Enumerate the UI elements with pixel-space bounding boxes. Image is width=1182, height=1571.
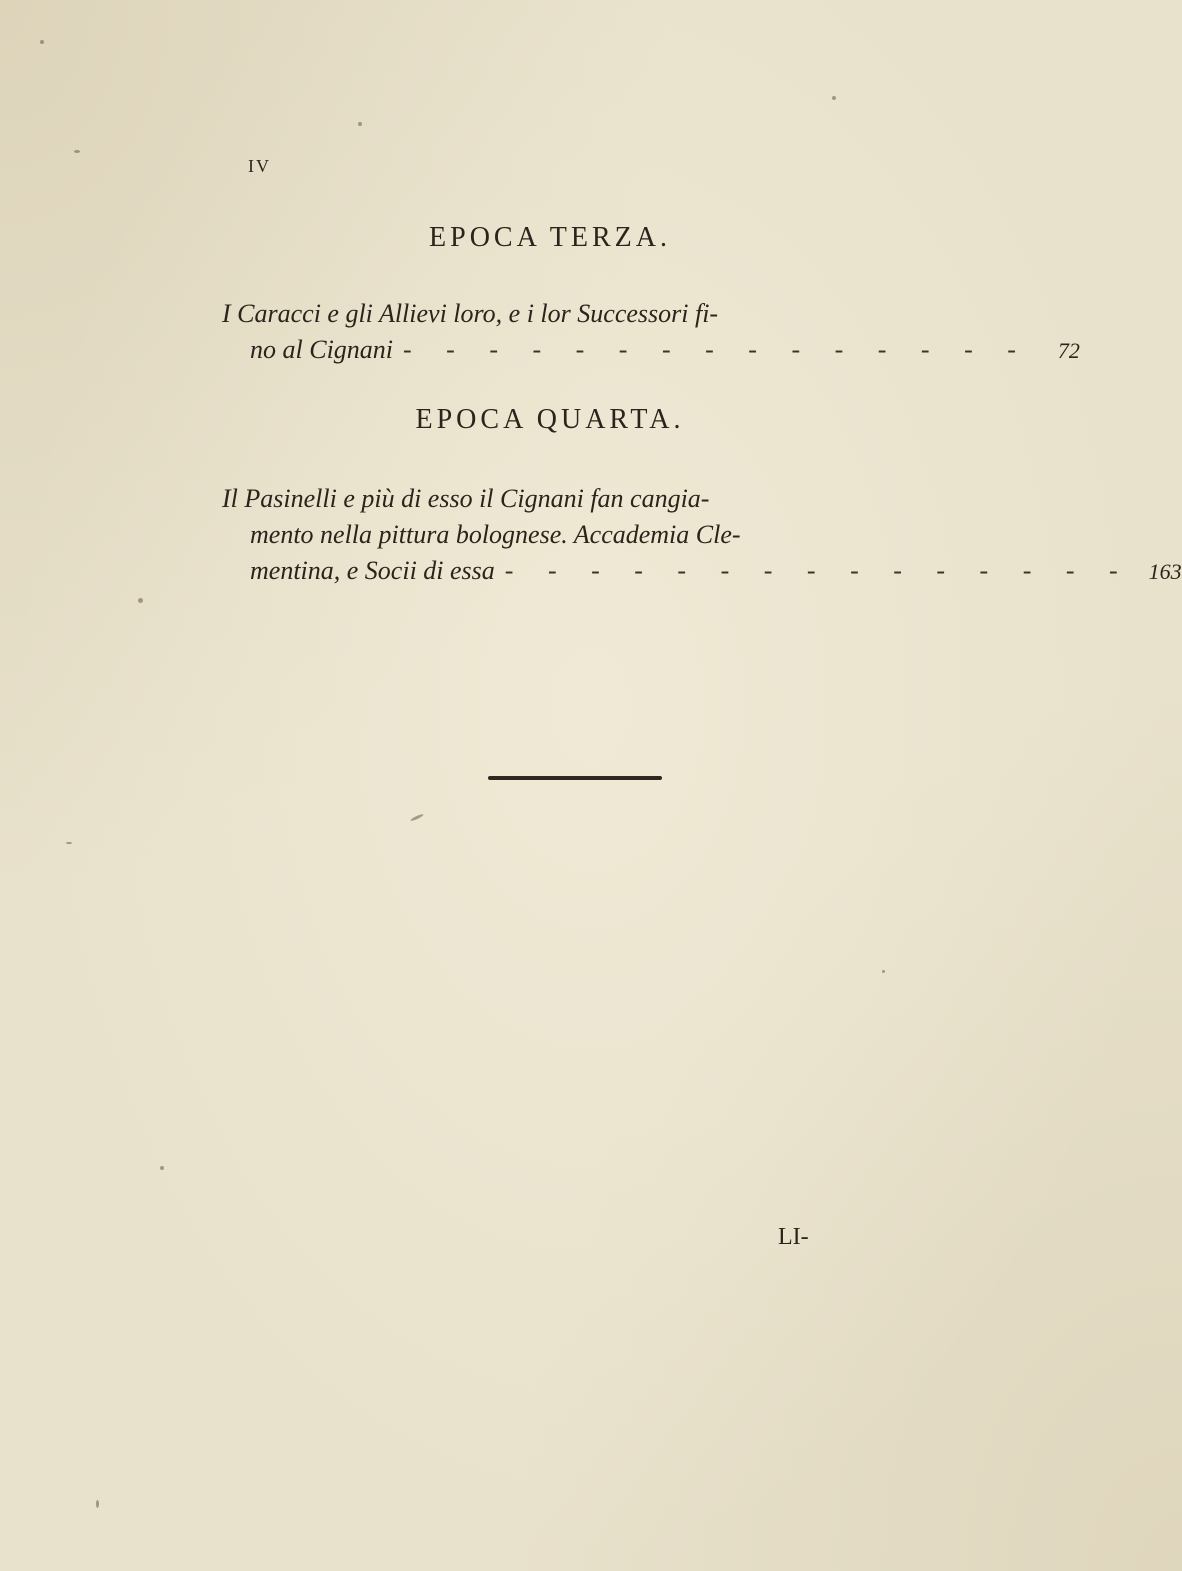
toc-entry-line: mento nella pittura bolognese. Accademia Cle-: [250, 520, 741, 549]
toc-entry-line: no al Cignani: [250, 335, 394, 364]
toc-entry-last-line: [222, 553, 1182, 590]
decorative-rule: [488, 776, 662, 780]
paper-speck: [410, 813, 424, 822]
epoch-heading-terza: EPOCA TERZA.: [429, 222, 671, 253]
toc-entry-epoca-terza: [222, 296, 1080, 369]
paper-speck: [358, 122, 362, 126]
page-reference: 72: [1057, 338, 1080, 363]
paper-speck: [832, 96, 836, 100]
paper-speck: [74, 150, 80, 153]
epoch-heading-quarta: EPOCA QUARTA.: [415, 404, 685, 435]
toc-entry-epoca-quarta: [222, 481, 1182, 590]
dot-leader: - - - - - - - - - - - - - - -: [504, 556, 1132, 585]
toc-entry-line: mentina, e Socii di essa: [250, 556, 495, 585]
paper-speck: [882, 970, 885, 973]
paper-speck: [160, 1166, 164, 1170]
toc-entry-line: I Caracci e gli Allievi loro, e i lor Successori fi-: [222, 299, 719, 328]
catchword: LI-: [778, 1224, 809, 1250]
paper-speck: [96, 1500, 99, 1508]
paper-speck: [40, 40, 44, 44]
dot-leader: - - - - - - - - - - - - - - -: [403, 335, 1030, 364]
toc-entry-line: Il Pasinelli e più di esso il Cignani fan cangia-: [222, 484, 710, 513]
page-reference: 163: [1148, 559, 1182, 584]
paper-speck: [138, 598, 143, 603]
page-number: IV: [248, 156, 271, 176]
toc-entry-last-line: [222, 332, 1080, 369]
paper-speck: [66, 842, 72, 844]
